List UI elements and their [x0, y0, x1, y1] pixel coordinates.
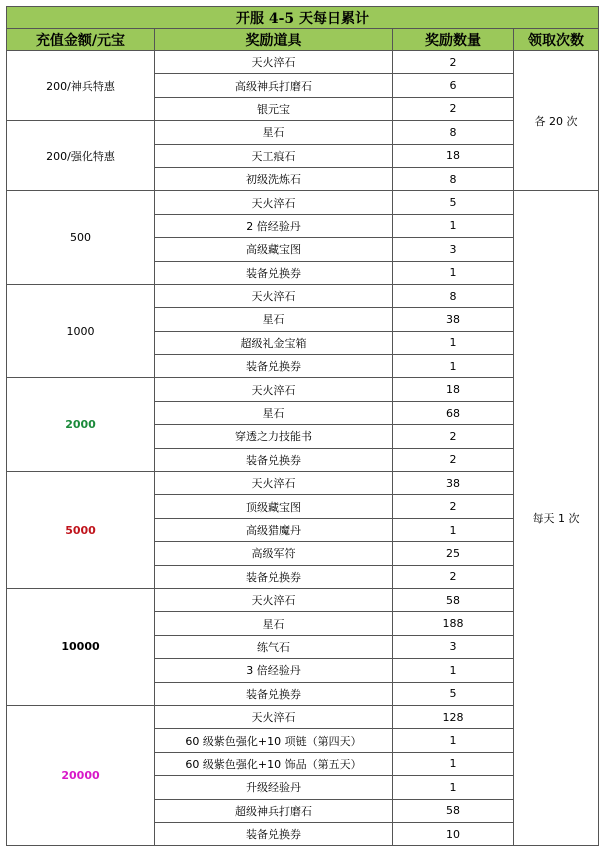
- reward-item: 星石: [155, 612, 393, 635]
- reward-item: 装备兑换券: [155, 682, 393, 705]
- reward-quantity: 1: [393, 261, 514, 284]
- table-row: [7, 51, 599, 74]
- reward-item: 天工痕石: [155, 144, 393, 167]
- header-amount: 充值金额/元宝: [7, 29, 155, 51]
- reward-item: 星石: [155, 121, 393, 144]
- reward-quantity: 1: [393, 331, 514, 354]
- reward-item: 星石: [155, 308, 393, 331]
- table-row: [7, 284, 599, 307]
- reward-item: 装备兑换券: [155, 448, 393, 471]
- reward-item: 天火淬石: [155, 284, 393, 307]
- reward-item: 2 倍经验丹: [155, 214, 393, 237]
- reward-quantity: 5: [393, 682, 514, 705]
- table-row: [7, 472, 599, 495]
- reward-item: 天火淬石: [155, 51, 393, 74]
- reward-quantity: 2: [393, 495, 514, 518]
- reward-item: 高级藏宝图: [155, 238, 393, 261]
- reward-quantity: 58: [393, 799, 514, 822]
- title-row: [7, 7, 599, 29]
- reward-quantity: 1: [393, 752, 514, 775]
- reward-quantity: 8: [393, 284, 514, 307]
- reward-quantity: 25: [393, 542, 514, 565]
- reward-quantity: 38: [393, 472, 514, 495]
- reward-quantity: 2: [393, 51, 514, 74]
- reward-item: 天火淬石: [155, 378, 393, 401]
- table-row: [7, 378, 599, 401]
- reward-item: 高级军符: [155, 542, 393, 565]
- reward-item: 初级洗炼石: [155, 167, 393, 190]
- reward-item: 练气石: [155, 635, 393, 658]
- reward-item: 装备兑换券: [155, 822, 393, 845]
- reward-table: [6, 6, 599, 846]
- reward-quantity: 68: [393, 401, 514, 424]
- reward-item: 3 倍经验丹: [155, 659, 393, 682]
- reward-quantity: 38: [393, 308, 514, 331]
- reward-item: 星石: [155, 401, 393, 424]
- reward-quantity: 1: [393, 729, 514, 752]
- reward-quantity: 1: [393, 776, 514, 799]
- header-item: 奖励道具: [155, 29, 393, 51]
- reward-quantity: 3: [393, 238, 514, 261]
- claim-count: 每天 1 次: [514, 191, 599, 846]
- reward-quantity: 2: [393, 448, 514, 471]
- reward-quantity: 10: [393, 822, 514, 845]
- reward-quantity: 188: [393, 612, 514, 635]
- reward-quantity: 1: [393, 355, 514, 378]
- reward-item: 60 级紫色强化+10 项链（第四天）: [155, 729, 393, 752]
- tier-amount: 1000: [7, 284, 155, 378]
- reward-quantity: 2: [393, 97, 514, 120]
- reward-item: 银元宝: [155, 97, 393, 120]
- reward-item: 天火淬石: [155, 472, 393, 495]
- reward-quantity: 1: [393, 518, 514, 541]
- reward-item: 天火淬石: [155, 588, 393, 611]
- reward-item: 天火淬石: [155, 191, 393, 214]
- reward-quantity: 58: [393, 588, 514, 611]
- tier-amount: 200/神兵特惠: [7, 51, 155, 121]
- reward-table-body: [7, 7, 599, 846]
- tier-amount: 5000: [7, 472, 155, 589]
- header-claims: 领取次数: [514, 29, 599, 51]
- tier-amount: 200/强化特惠: [7, 121, 155, 191]
- claim-count: 各 20 次: [514, 51, 599, 191]
- reward-item: 天火淬石: [155, 705, 393, 728]
- reward-item: 装备兑换券: [155, 565, 393, 588]
- table-row: [7, 191, 599, 214]
- reward-quantity: 1: [393, 214, 514, 237]
- reward-quantity: 2: [393, 565, 514, 588]
- header-quantity: 奖励数量: [393, 29, 514, 51]
- reward-item: 穿透之力技能书: [155, 425, 393, 448]
- reward-item: 装备兑换券: [155, 355, 393, 378]
- tier-amount: 2000: [7, 378, 155, 472]
- tier-amount: 500: [7, 191, 155, 285]
- reward-quantity: 18: [393, 378, 514, 401]
- table-row: [7, 588, 599, 611]
- reward-quantity: 1: [393, 659, 514, 682]
- reward-quantity: 18: [393, 144, 514, 167]
- reward-item: 超级神兵打磨石: [155, 799, 393, 822]
- reward-quantity: 6: [393, 74, 514, 97]
- reward-quantity: 3: [393, 635, 514, 658]
- reward-item: 装备兑换券: [155, 261, 393, 284]
- reward-quantity: 8: [393, 121, 514, 144]
- reward-item: 高级神兵打磨石: [155, 74, 393, 97]
- table-row: [7, 705, 599, 728]
- reward-quantity: 8: [393, 167, 514, 190]
- reward-item: 60 级紫色强化+10 饰品（第五天）: [155, 752, 393, 775]
- table-row: [7, 121, 599, 144]
- table-title: 开服 4-5 天每日累计: [7, 7, 599, 29]
- reward-item: 超级礼金宝箱: [155, 331, 393, 354]
- reward-quantity: 128: [393, 705, 514, 728]
- reward-quantity: 2: [393, 425, 514, 448]
- reward-item: 高级猎魔丹: [155, 518, 393, 541]
- reward-quantity: 5: [393, 191, 514, 214]
- tier-amount: 20000: [7, 705, 155, 845]
- tier-amount: 10000: [7, 588, 155, 705]
- reward-item: 升级经验丹: [155, 776, 393, 799]
- header-row: [7, 29, 599, 51]
- reward-item: 顶级藏宝图: [155, 495, 393, 518]
